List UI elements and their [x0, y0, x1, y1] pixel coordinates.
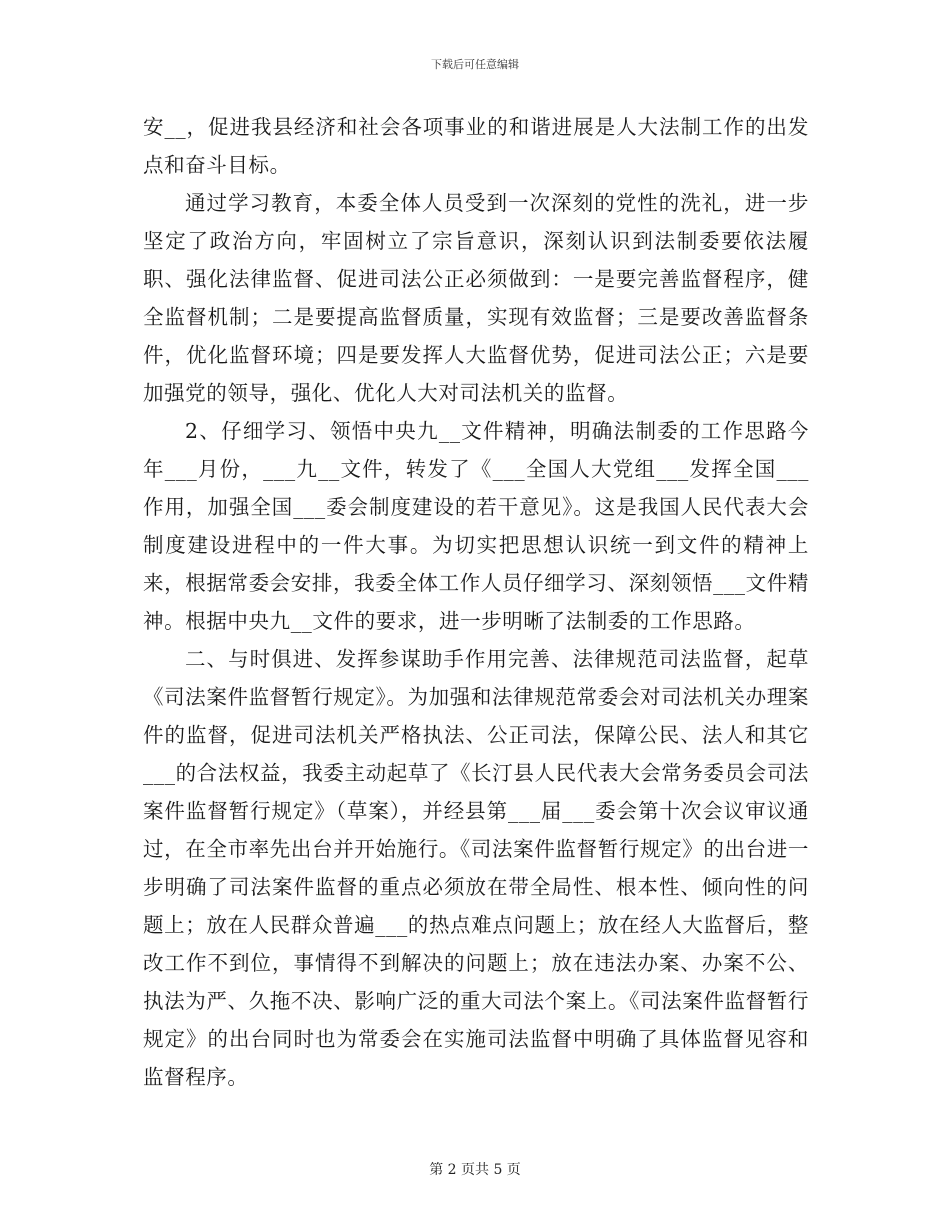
document-body [143, 108, 809, 1096]
paragraph-4: 二、与时俱进、发挥参谋助手作用完善、法律规范司法监督，起草《司法案件监督暂行规定》。为加强和法律规范常委会对司法机关办理案件的监督，促进司法机关严格执法、公正司法，保障公民、法人和其它___的合法权益，我委主动起草了《长汀县人民代表大会常务委员会司法案件监督暂行规定》（草案），并经县第___届___委会第十次会议审议通过，在全市率先出台并开始施行。《司法案件监督暂行规定》的出台进一步明确了司法案件监督的重点必须放在带全局性、根本性、倾向性的问题上；放在人民群众普遍___的热点难点问题上；放在经人大监督后，整改工作不到位，事情得不到解决的问题上；放在违法办案、办案不公、执法为严、久拖不决、影响广泛的重大司法个案上。《司法案件监督暂行规定》的出台同时也为常委会在实施司法监督中明确了具体监督见容和监督程序。 [143, 647, 809, 1089]
page-header: 下载后可任意编辑 [431, 58, 519, 71]
paragraph-3: 2、仔细学习、领悟中央九__文件精神，明确法制委的工作思路今年___月份，___九__文件，转发了《___全国人大党组___发挥全国___作用，加强全国___委会制度建设的若干意见》。这是我国人民代表大会制度建设进程中的一件大事。为切实把思想认识统一到文件的精神上来，根据常委会安排，我委全体工作人员仔细学习、深刻领悟___文件精神。根据中央九__文件的要求，进一步明晰了法制委的工作思路。 [143, 419, 809, 633]
paragraph-1: 安__，促进我县经济和社会各项事业的和谐进展是人大法制工作的出发点和奋斗目标。 [143, 115, 809, 177]
page-number-footer: 第 2 页共 5 页 [429, 1162, 521, 1178]
paragraph-2: 通过学习教育，本委全体人员受到一次深刻的党性的洗礼，进一步坚定了政治方向，牢固树立了宗旨意识，深刻认识到法制委要依法履职、强化法律监督、促进司法公正必须做到：一是要完善监督程序，健全监督机制；二是要提高监督质量，实现有效监督；三是要改善监督条件，优化监督环境；四是要发挥人大监督优势，促进司法公正；六是要加强党的领导，强化、优化人大对司法机关的监督。 [143, 191, 809, 405]
